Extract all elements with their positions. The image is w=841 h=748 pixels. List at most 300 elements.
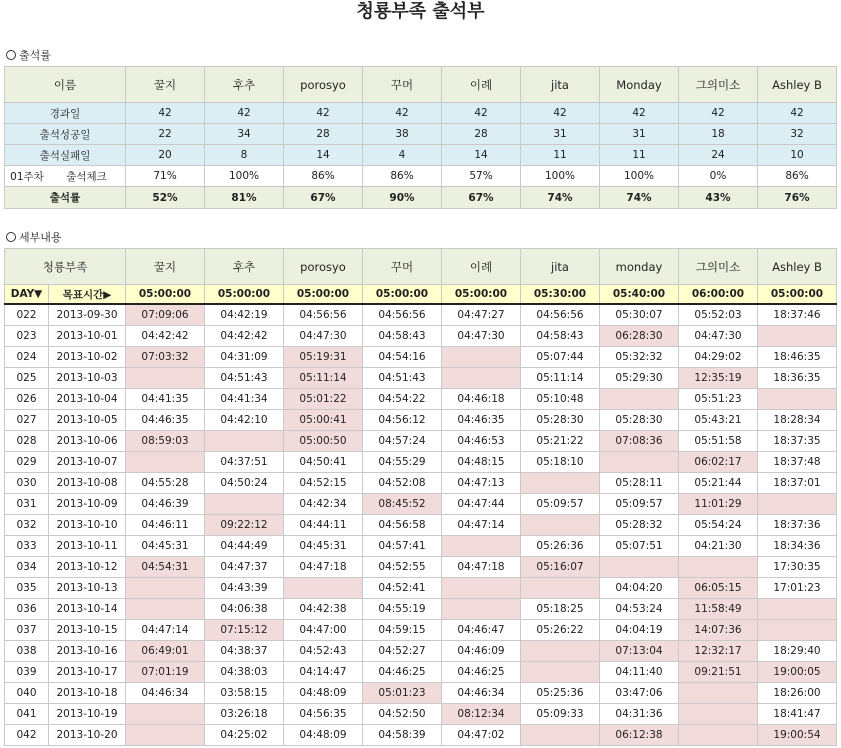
day-number-cell: 031 — [5, 494, 49, 515]
weekly-check-value: 86% — [363, 166, 442, 187]
check-in-time-cell: 04:54:31 — [126, 557, 205, 578]
check-in-time-cell: 18:28:34 — [758, 410, 837, 431]
summary-value-cell: 11 — [521, 145, 600, 166]
summary-row — [5, 124, 837, 145]
check-in-time-cell: 05:43:21 — [679, 410, 758, 431]
table-row — [5, 536, 837, 557]
check-in-time-cell: 05:51:23 — [679, 389, 758, 410]
check-in-time-cell: 08:59:03 — [126, 431, 205, 452]
table-row — [5, 410, 837, 431]
check-in-time-cell: 04:52:43 — [284, 641, 363, 662]
check-in-time-cell: 04:56:56 — [363, 304, 442, 326]
check-in-time-cell: 11:01:29 — [679, 494, 758, 515]
table-row — [5, 304, 837, 326]
check-in-time-cell: 04:06:38 — [205, 599, 284, 620]
check-in-time-cell: 04:47:18 — [284, 557, 363, 578]
check-in-time-cell: 12:32:17 — [679, 641, 758, 662]
member-name-header: 꿀지 — [126, 249, 205, 285]
check-in-time-cell: 14:07:36 — [679, 620, 758, 641]
check-in-time-cell: 04:47:13 — [442, 473, 521, 494]
summary-value-cell: 42 — [442, 103, 521, 124]
summary-row-label: 출석실패일 — [5, 145, 126, 166]
check-in-time-cell — [758, 599, 837, 620]
summary-value-cell: 22 — [126, 124, 205, 145]
check-in-time-cell: 04:38:37 — [205, 641, 284, 662]
target-time-row — [5, 285, 837, 305]
check-in-time-cell: 05:51:58 — [679, 431, 758, 452]
day-number-cell: 036 — [5, 599, 49, 620]
date-cell: 2013-10-03 — [49, 368, 126, 389]
check-in-time-cell: 04:52:27 — [363, 641, 442, 662]
check-in-time-cell: 04:46:53 — [442, 431, 521, 452]
summary-value-cell: 42 — [679, 103, 758, 124]
summary-value-cell: 14 — [442, 145, 521, 166]
detail-section-heading — [6, 231, 62, 245]
check-in-time-cell: 04:51:43 — [205, 368, 284, 389]
detail-section-label: 세부내용 — [19, 231, 62, 244]
target-time-cell: 05:00:00 — [284, 285, 363, 305]
attendance-rate-value: 52% — [126, 187, 205, 209]
check-in-time-cell — [126, 704, 205, 725]
check-in-time-cell — [521, 515, 600, 536]
check-in-time-cell — [126, 578, 205, 599]
table-row — [5, 599, 837, 620]
check-in-time-cell: 18:36:35 — [758, 368, 837, 389]
attendance-rate-row — [5, 187, 837, 209]
summary-value-cell: 34 — [205, 124, 284, 145]
check-in-time-cell: 04:47:30 — [679, 326, 758, 347]
check-in-time-cell: 09:22:12 — [205, 515, 284, 536]
table-row — [5, 683, 837, 704]
table-row — [5, 494, 837, 515]
detail-header-row — [5, 249, 837, 285]
member-name-header: 후추 — [205, 67, 284, 103]
attendance-rate-value: 81% — [205, 187, 284, 209]
summary-value-cell: 28 — [284, 124, 363, 145]
target-time-cell: 05:00:00 — [126, 285, 205, 305]
check-in-time-cell: 04:47:27 — [442, 304, 521, 326]
check-in-time-cell: 05:28:30 — [521, 410, 600, 431]
check-in-time-cell: 18:37:35 — [758, 431, 837, 452]
check-in-time-cell: 04:54:22 — [363, 389, 442, 410]
check-in-time-cell: 04:58:43 — [363, 326, 442, 347]
date-cell: 2013-10-15 — [49, 620, 126, 641]
check-in-time-cell: 05:28:11 — [600, 473, 679, 494]
check-in-time-cell: 18:37:48 — [758, 452, 837, 473]
check-in-time-cell: 04:45:31 — [126, 536, 205, 557]
check-in-time-cell: 04:51:43 — [363, 368, 442, 389]
attendance-check-label: 출석체크 — [66, 170, 107, 183]
day-number-cell: 029 — [5, 452, 49, 473]
check-in-time-cell — [758, 389, 837, 410]
check-in-time-cell — [126, 452, 205, 473]
check-in-time-cell: 04:59:15 — [363, 620, 442, 641]
check-in-time-cell: 04:46:25 — [363, 662, 442, 683]
member-name-header: monday — [600, 249, 679, 285]
summary-value-cell: 42 — [521, 103, 600, 124]
check-in-time-cell: 17:01:23 — [758, 578, 837, 599]
check-in-time-cell: 05:01:23 — [363, 683, 442, 704]
day-number-cell: 023 — [5, 326, 49, 347]
check-in-time-cell — [679, 683, 758, 704]
date-cell: 2013-10-14 — [49, 599, 126, 620]
check-in-time-cell: 04:44:49 — [205, 536, 284, 557]
weekly-check-value: 57% — [442, 166, 521, 187]
summary-value-cell: 10 — [758, 145, 837, 166]
attendance-rate-value: 74% — [521, 187, 600, 209]
check-in-time-cell: 04:47:37 — [205, 557, 284, 578]
attendance-rate-value: 67% — [442, 187, 521, 209]
check-in-time-cell: 08:12:34 — [442, 704, 521, 725]
weekly-check-value: 0% — [679, 166, 758, 187]
summary-row — [5, 103, 837, 124]
check-in-time-cell: 04:29:02 — [679, 347, 758, 368]
check-in-time-cell: 04:46:34 — [126, 683, 205, 704]
check-in-time-cell: 04:47:30 — [442, 326, 521, 347]
check-in-time-cell: 05:11:14 — [521, 368, 600, 389]
check-in-time-cell: 04:55:28 — [126, 473, 205, 494]
check-in-time-cell: 04:42:42 — [126, 326, 205, 347]
check-in-time-cell: 04:42:34 — [284, 494, 363, 515]
check-in-time-cell: 05:10:48 — [521, 389, 600, 410]
check-in-time-cell: 04:46:47 — [442, 620, 521, 641]
day-number-cell: 028 — [5, 431, 49, 452]
date-cell: 2013-09-30 — [49, 304, 126, 326]
summary-section-label: 출석률 — [19, 49, 51, 62]
check-in-time-cell: 05:25:36 — [521, 683, 600, 704]
summary-value-cell: 4 — [363, 145, 442, 166]
check-in-time-cell — [679, 725, 758, 746]
week-label: 01주차 — [10, 170, 44, 183]
check-in-time-cell: 03:47:06 — [600, 683, 679, 704]
check-in-time-cell: 05:18:25 — [521, 599, 600, 620]
attendance-rate-label: 출석률 — [5, 187, 126, 209]
check-in-time-cell: 04:04:20 — [600, 578, 679, 599]
day-number-cell: 035 — [5, 578, 49, 599]
summary-value-cell: 32 — [758, 124, 837, 145]
check-in-time-cell: 04:46:35 — [442, 410, 521, 431]
day-number-cell: 024 — [5, 347, 49, 368]
weekly-check-label-cell — [5, 166, 126, 187]
check-in-time-cell: 07:08:36 — [600, 431, 679, 452]
check-in-time-cell: 12:35:19 — [679, 368, 758, 389]
table-row — [5, 452, 837, 473]
summary-row-label: 출석성공일 — [5, 124, 126, 145]
check-in-time-cell — [442, 599, 521, 620]
attendance-detail-table — [4, 248, 837, 746]
check-in-time-cell: 18:26:00 — [758, 683, 837, 704]
check-in-time-cell: 07:15:12 — [205, 620, 284, 641]
table-row — [5, 515, 837, 536]
check-in-time-cell: 04:46:34 — [442, 683, 521, 704]
check-in-time-cell: 18:29:40 — [758, 641, 837, 662]
check-in-time-cell: 18:46:35 — [758, 347, 837, 368]
check-in-time-cell: 04:46:18 — [442, 389, 521, 410]
summary-value-cell: 42 — [758, 103, 837, 124]
target-time-cell: 05:00:00 — [758, 285, 837, 305]
summary-value-cell: 42 — [363, 103, 442, 124]
table-row — [5, 431, 837, 452]
tribe-header-cell: 청룡부족 — [5, 249, 126, 285]
attendance-summary-table — [4, 66, 837, 209]
summary-value-cell: 28 — [442, 124, 521, 145]
check-in-time-cell: 03:26:18 — [205, 704, 284, 725]
day-number-cell: 022 — [5, 304, 49, 326]
member-name-header: 꿀지 — [126, 67, 205, 103]
day-column-label: DAY▼ — [5, 285, 49, 305]
check-in-time-cell: 04:47:18 — [442, 557, 521, 578]
date-cell: 2013-10-07 — [49, 452, 126, 473]
member-name-header: 꾸머 — [363, 67, 442, 103]
circle-bullet-icon — [6, 50, 16, 60]
circle-bullet-icon — [6, 232, 16, 242]
check-in-time-cell: 04:42:38 — [284, 599, 363, 620]
check-in-time-cell: 05:30:07 — [600, 304, 679, 326]
target-time-cell: 05:00:00 — [205, 285, 284, 305]
summary-value-cell: 14 — [284, 145, 363, 166]
page-title: 청룡부족 출석부 — [356, 1, 485, 22]
summary-value-cell: 8 — [205, 145, 284, 166]
table-row — [5, 557, 837, 578]
check-in-time-cell: 18:37:46 — [758, 304, 837, 326]
check-in-time-cell: 04:46:25 — [442, 662, 521, 683]
attendance-rate-value: 76% — [758, 187, 837, 209]
date-cell: 2013-10-08 — [49, 473, 126, 494]
summary-value-cell: 31 — [521, 124, 600, 145]
member-name-header: porosyo — [284, 249, 363, 285]
check-in-time-cell: 04:46:35 — [126, 410, 205, 431]
check-in-time-cell: 04:58:43 — [521, 326, 600, 347]
day-number-cell: 037 — [5, 620, 49, 641]
check-in-time-cell: 04:53:24 — [600, 599, 679, 620]
check-in-time-cell: 04:38:03 — [205, 662, 284, 683]
check-in-time-cell: 04:52:55 — [363, 557, 442, 578]
check-in-time-cell: 05:28:30 — [600, 410, 679, 431]
date-cell: 2013-10-09 — [49, 494, 126, 515]
member-name-header: 이례 — [442, 67, 521, 103]
date-cell: 2013-10-20 — [49, 725, 126, 746]
check-in-time-cell — [126, 368, 205, 389]
date-cell: 2013-10-06 — [49, 431, 126, 452]
check-in-time-cell: 04:42:42 — [205, 326, 284, 347]
check-in-time-cell: 18:37:36 — [758, 515, 837, 536]
target-time-cell: 05:00:00 — [363, 285, 442, 305]
check-in-time-cell: 18:41:47 — [758, 704, 837, 725]
check-in-time-cell: 05:16:07 — [521, 557, 600, 578]
check-in-time-cell: 04:54:16 — [363, 347, 442, 368]
weekly-check-value: 100% — [205, 166, 284, 187]
check-in-time-cell: 04:11:40 — [600, 662, 679, 683]
table-row — [5, 347, 837, 368]
date-cell: 2013-10-12 — [49, 557, 126, 578]
summary-value-cell: 42 — [126, 103, 205, 124]
attendance-rate-value: 74% — [600, 187, 679, 209]
date-cell: 2013-10-17 — [49, 662, 126, 683]
check-in-time-cell — [521, 725, 600, 746]
target-time-cell: 05:40:00 — [600, 285, 679, 305]
attendance-rate-value: 90% — [363, 187, 442, 209]
check-in-time-cell: 06:49:01 — [126, 641, 205, 662]
check-in-time-cell — [442, 578, 521, 599]
check-in-time-cell: 04:42:19 — [205, 304, 284, 326]
table-row — [5, 704, 837, 725]
day-number-cell: 034 — [5, 557, 49, 578]
check-in-time-cell: 04:47:14 — [442, 515, 521, 536]
check-in-time-cell: 04:14:47 — [284, 662, 363, 683]
check-in-time-cell: 04:47:30 — [284, 326, 363, 347]
summary-header-row — [5, 67, 837, 103]
check-in-time-cell: 04:47:44 — [442, 494, 521, 515]
member-name-header: 그의미소 — [679, 249, 758, 285]
weekly-check-value: 100% — [600, 166, 679, 187]
summary-value-cell: 11 — [600, 145, 679, 166]
check-in-time-cell: 17:30:35 — [758, 557, 837, 578]
check-in-time-cell — [521, 473, 600, 494]
name-header-cell: 이름 — [5, 67, 126, 103]
date-cell: 2013-10-04 — [49, 389, 126, 410]
date-cell: 2013-10-10 — [49, 515, 126, 536]
attendance-rate-value: 67% — [284, 187, 363, 209]
table-row — [5, 725, 837, 746]
check-in-time-cell: 04:31:09 — [205, 347, 284, 368]
check-in-time-cell: 19:00:05 — [758, 662, 837, 683]
check-in-time-cell — [758, 326, 837, 347]
check-in-time-cell — [521, 578, 600, 599]
weekly-check-row — [5, 166, 837, 187]
summary-value-cell: 31 — [600, 124, 679, 145]
check-in-time-cell: 05:26:36 — [521, 536, 600, 557]
member-name-header: Ashley B — [758, 67, 837, 103]
day-number-cell: 032 — [5, 515, 49, 536]
check-in-time-cell: 05:07:44 — [521, 347, 600, 368]
date-cell: 2013-10-11 — [49, 536, 126, 557]
check-in-time-cell: 04:56:58 — [363, 515, 442, 536]
check-in-time-cell: 04:50:24 — [205, 473, 284, 494]
check-in-time-cell — [758, 494, 837, 515]
summary-value-cell: 42 — [600, 103, 679, 124]
check-in-time-cell — [205, 431, 284, 452]
member-name-header: 그의미소 — [679, 67, 758, 103]
check-in-time-cell: 04:50:41 — [284, 452, 363, 473]
check-in-time-cell: 04:46:39 — [126, 494, 205, 515]
date-cell: 2013-10-02 — [49, 347, 126, 368]
check-in-time-cell: 04:58:39 — [363, 725, 442, 746]
member-name-header: porosyo — [284, 67, 363, 103]
member-name-header: 후추 — [205, 249, 284, 285]
check-in-time-cell — [442, 368, 521, 389]
check-in-time-cell: 04:56:56 — [521, 304, 600, 326]
table-row — [5, 326, 837, 347]
check-in-time-cell — [600, 452, 679, 473]
date-cell: 2013-10-19 — [49, 704, 126, 725]
check-in-time-cell: 04:46:11 — [126, 515, 205, 536]
check-in-time-cell: 19:00:54 — [758, 725, 837, 746]
table-row — [5, 578, 837, 599]
check-in-time-cell: 04:52:15 — [284, 473, 363, 494]
check-in-time-cell: 06:28:30 — [600, 326, 679, 347]
check-in-time-cell: 11:58:49 — [679, 599, 758, 620]
check-in-time-cell: 04:41:35 — [126, 389, 205, 410]
check-in-time-cell: 04:57:41 — [363, 536, 442, 557]
table-row — [5, 389, 837, 410]
check-in-time-cell: 05:09:33 — [521, 704, 600, 725]
table-row — [5, 662, 837, 683]
day-number-cell: 033 — [5, 536, 49, 557]
check-in-time-cell: 04:52:08 — [363, 473, 442, 494]
check-in-time-cell: 04:56:56 — [284, 304, 363, 326]
table-row — [5, 641, 837, 662]
member-name-header: Ashley B — [758, 249, 837, 285]
check-in-time-cell: 04:37:51 — [205, 452, 284, 473]
check-in-time-cell: 04:42:10 — [205, 410, 284, 431]
check-in-time-cell: 05:21:44 — [679, 473, 758, 494]
check-in-time-cell: 07:03:32 — [126, 347, 205, 368]
check-in-time-cell — [126, 725, 205, 746]
check-in-time-cell: 03:58:15 — [205, 683, 284, 704]
check-in-time-cell — [758, 620, 837, 641]
check-in-time-cell: 04:52:50 — [363, 704, 442, 725]
check-in-time-cell: 18:37:01 — [758, 473, 837, 494]
check-in-time-cell: 07:09:06 — [126, 304, 205, 326]
check-in-time-cell: 04:48:15 — [442, 452, 521, 473]
check-in-time-cell: 04:56:35 — [284, 704, 363, 725]
attendance-rate-value: 43% — [679, 187, 758, 209]
check-in-time-cell: 05:32:32 — [600, 347, 679, 368]
check-in-time-cell — [679, 557, 758, 578]
check-in-time-cell: 05:28:32 — [600, 515, 679, 536]
table-row — [5, 620, 837, 641]
date-cell: 2013-10-05 — [49, 410, 126, 431]
day-number-cell: 026 — [5, 389, 49, 410]
summary-row — [5, 145, 837, 166]
check-in-time-cell: 04:21:30 — [679, 536, 758, 557]
table-row — [5, 473, 837, 494]
check-in-time-cell — [442, 536, 521, 557]
summary-value-cell: 18 — [679, 124, 758, 145]
member-name-header: jita — [521, 67, 600, 103]
member-name-header: 이례 — [442, 249, 521, 285]
check-in-time-cell: 04:04:19 — [600, 620, 679, 641]
check-in-time-cell: 06:05:15 — [679, 578, 758, 599]
target-time-cell: 05:00:00 — [442, 285, 521, 305]
check-in-time-cell: 04:48:09 — [284, 725, 363, 746]
date-cell: 2013-10-18 — [49, 683, 126, 704]
check-in-time-cell: 04:55:29 — [363, 452, 442, 473]
check-in-time-cell: 05:01:22 — [284, 389, 363, 410]
member-name-header: 꾸머 — [363, 249, 442, 285]
check-in-time-cell: 05:07:51 — [600, 536, 679, 557]
target-time-label: 목표시간▶ — [49, 285, 126, 305]
weekly-check-value: 100% — [521, 166, 600, 187]
check-in-time-cell: 05:19:31 — [284, 347, 363, 368]
table-row — [5, 368, 837, 389]
check-in-time-cell: 05:00:50 — [284, 431, 363, 452]
check-in-time-cell: 18:34:36 — [758, 536, 837, 557]
check-in-time-cell: 04:47:14 — [126, 620, 205, 641]
weekly-check-value: 86% — [284, 166, 363, 187]
day-number-cell: 042 — [5, 725, 49, 746]
summary-value-cell: 42 — [284, 103, 363, 124]
day-number-cell: 027 — [5, 410, 49, 431]
summary-row-label: 경과일 — [5, 103, 126, 124]
date-cell: 2013-10-01 — [49, 326, 126, 347]
check-in-time-cell: 05:09:57 — [600, 494, 679, 515]
check-in-time-cell: 05:18:10 — [521, 452, 600, 473]
day-number-cell: 041 — [5, 704, 49, 725]
target-time-cell: 06:00:00 — [679, 285, 758, 305]
day-number-cell: 039 — [5, 662, 49, 683]
day-number-cell: 040 — [5, 683, 49, 704]
